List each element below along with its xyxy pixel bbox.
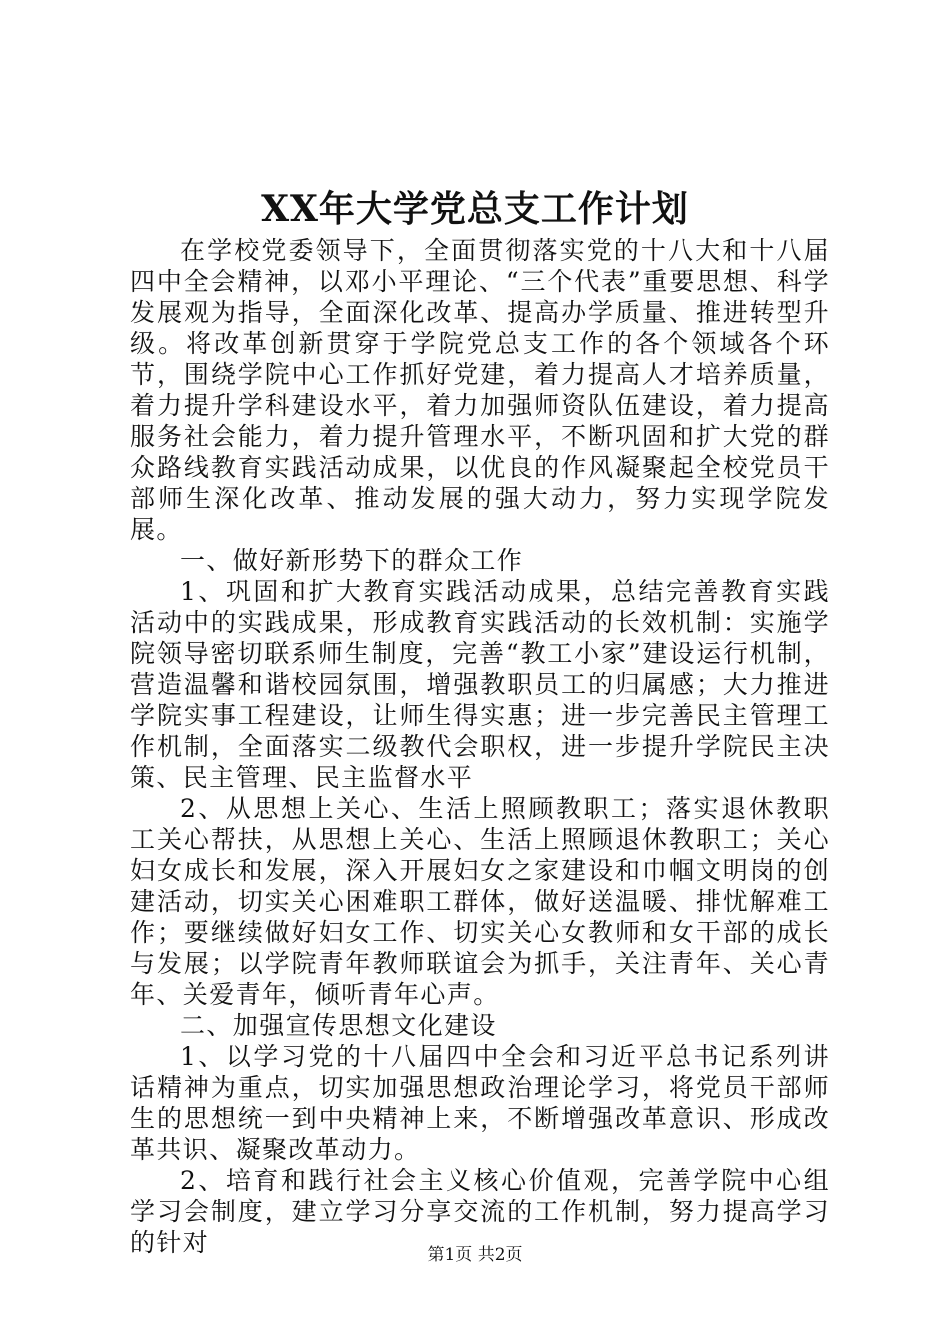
document-title: XX年大学党总支工作计划 (261, 188, 689, 230)
document-body (130, 235, 830, 1258)
section-heading-1: 一、做好新形势下的群众工作 (180, 546, 524, 575)
paragraph-1-1: 1、巩固和扩大教育实践活动成果，总结完善教育实践活动中的实践成果，形成教育实践活动的长效机制：实施学院领导密切联系师生制度，完善“教工小家”建设运行机制，营造温馨和谐校园氛围，增强教职员工的归属感；大力推进学院实事工程建设，让师生得实惠；进一步完善民主管理工作机制，全面落实二级教代会职权，进一步提升学院民主决策、民主管理、民主监督水平 (130, 577, 830, 792)
paragraph-intro: 在学校党委领导下，全面贯彻落实党的十八大和十八届四中全会精神，以邓小平理论、“三个代表”重要思想、科学发展观为指导，全面深化改革、提高办学质量、推进转型升级。将改革创新贯穿于学院党总支工作的各个领域各个环节，围绕学院中心工作抓好党建，着力提高人才培养质量，着力提升学科建设水平，着力加强师资队伍建设，着力提高服务社会能力，着力提升管理水平，不断巩固和扩大党的群众路线教育实践活动成果，以优良的作风凝聚起全校党员干部师生深化改革、推动发展的强大动力，努力实现学院发展。 (130, 236, 830, 544)
page-footer: 第1页 共2页 (427, 1245, 523, 1265)
paragraph-2-2: 2、培育和践行社会主义核心价值观，完善学院中心组学习会制度，建立学习分享交流的工作机制，努力提高学习的针对 (130, 1166, 830, 1257)
section-heading-2: 二、加强宣传思想文化建设 (180, 1011, 497, 1040)
paragraph-2-1: 1、以学习党的十八届四中全会和习近平总书记系列讲话精神为重点，切实加强思想政治理论学习，将党员干部师生的思想统一到中央精神上来，不断增强改革意识、形成改革共识、凝聚改革动力。 (130, 1042, 830, 1164)
paragraph-1-2: 2、从思想上关心、生活上照顾教职工；落实退休教职工关心帮扶，从思想上关心、生活上照顾退休教职工；关心妇女成长和发展，深入开展妇女之家建设和巾帼文明岗的创建活动，切实关心困难职工群体，做好送温暖、排忧解难工作；要继续做好妇女工作、切实关心女教师和女干部的成长与发展；以学院青年教师联谊会为抓手，关注青年、关心青年、关爱青年，倾听青年心声。 (130, 794, 830, 1009)
